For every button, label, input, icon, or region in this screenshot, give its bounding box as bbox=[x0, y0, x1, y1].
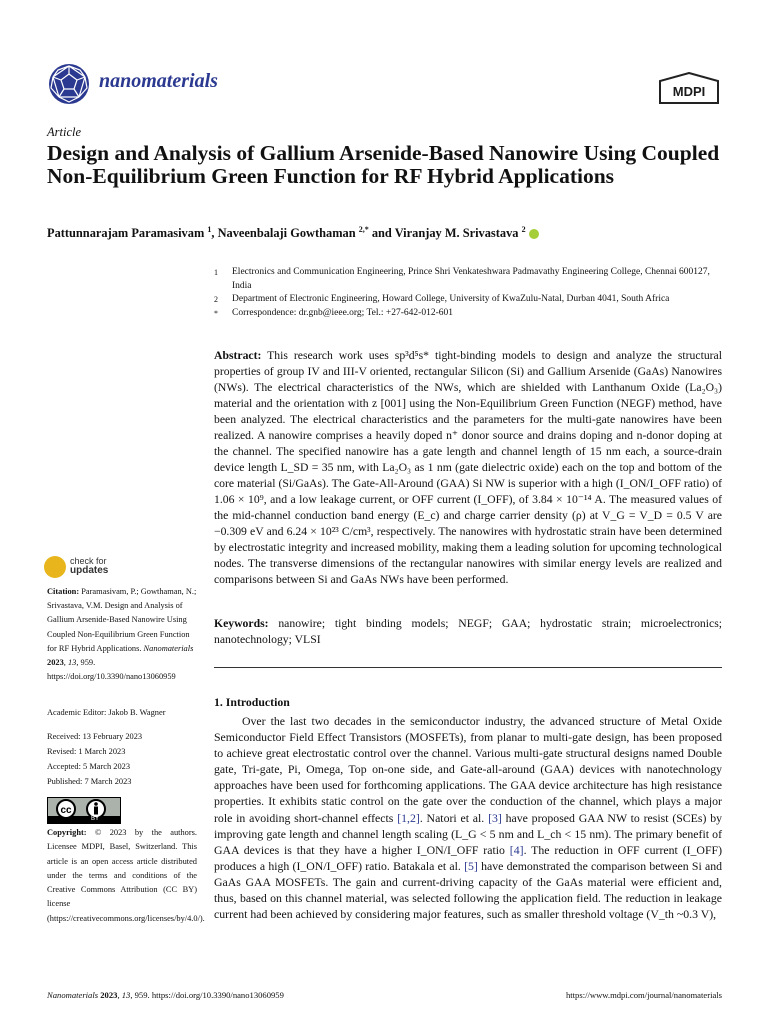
affiliation-item bbox=[214, 266, 729, 293]
citation-doi-link[interactable]: , 959. https://doi.org/10.3390/nano13060959 bbox=[47, 658, 176, 682]
affiliation-text: Electronics and Communication Engineering, Prince Shri Venkateshwara Padmavathy Engineering College, Chennai 600127, India bbox=[232, 267, 710, 291]
citation-journal: Nanomaterials bbox=[143, 643, 194, 653]
citation-link[interactable]: [4] bbox=[509, 842, 524, 857]
check-for-updates-icon[interactable] bbox=[44, 556, 66, 578]
intro-text: have demonstrated the comparison between Si and GaAs GAA MOSFETs. The gain and current-driving capacity of the GaAs material were efficient and, thus, based on this channel material, was selected following the application field. The reduction in leakage current had been achieved by considering major features, such as smaller threshold voltage (V_th ~0.3 V), bbox=[214, 858, 723, 922]
cc-by-icon[interactable] bbox=[47, 797, 121, 824]
footer-journal: Nanomaterials bbox=[47, 990, 99, 1000]
keywords-label: Keywords: bbox=[214, 617, 269, 630]
affiliation-mark: 1 bbox=[214, 268, 218, 277]
affiliation-item bbox=[214, 307, 729, 321]
article-type: Article bbox=[47, 125, 82, 139]
author-separator: , bbox=[211, 226, 218, 241]
author-name: Naveenbalaji Gowthaman bbox=[217, 226, 356, 241]
author-name: Pattunnarajam Paramasivam bbox=[47, 226, 205, 241]
check-for-updates-button[interactable] bbox=[70, 557, 108, 575]
copyright-label: Copyright: bbox=[47, 828, 87, 837]
keywords-text: nanowire; tight binding models; NEGF; GAA; hydrostatic strain; microelectronics; nanotechnology; VLSI bbox=[214, 617, 722, 646]
footer-citation: Nanomaterials 2023, 13, 959. https://doi.org/10.3390/nano13060959 bbox=[47, 990, 284, 1000]
affiliation-mark: 2 bbox=[214, 295, 218, 304]
orcid-icon[interactable] bbox=[529, 229, 539, 239]
citation-link[interactable]: [1,2] bbox=[397, 810, 420, 825]
citation-link[interactable]: [3] bbox=[488, 810, 502, 825]
check-line1: check for bbox=[70, 556, 107, 566]
footer-year: 2023 bbox=[100, 990, 118, 1000]
affiliation-text: Correspondence: dr.gnb@ieee.org; Tel.: +27-642-012-601 bbox=[232, 307, 453, 318]
affiliation-item bbox=[214, 293, 729, 307]
journal-name: nanomaterials bbox=[99, 70, 218, 92]
abstract-label: Abstract: bbox=[214, 349, 262, 362]
section-heading: 1. Introduction bbox=[214, 695, 290, 709]
author-affil: 2,* bbox=[358, 225, 369, 234]
footer-journal-url[interactable]: https://www.mdpi.com/journal/nanomaterials bbox=[565, 990, 722, 1000]
author-affil: 2 bbox=[521, 225, 526, 234]
check-line2: updates bbox=[70, 565, 109, 576]
citation-text: Paramasivam, P.; Gowthaman, N.; Srivastava, V.M. Design and Analysis of Gallium Arsenide-Based Nanowire Using Coupled Non-Equilibrium Green Function for RF Hybrid Applications. bbox=[47, 587, 197, 653]
citation-vol: 13 bbox=[67, 658, 77, 668]
academic-editor: Academic Editor: Jakob B. Wagner bbox=[47, 708, 166, 717]
mdpi-logo: MDPI bbox=[672, 84, 706, 99]
abstract-text: This research work uses sp³d⁵s* tight-binding models to design and analyze the structural properties of group IV and III-V oriented, rectangular Silicon (Si) and Gallium Arsenide (GaAs) Nanowires (NWs). The electrical characteristics of the NWs, which are shielded with Lanthanum Oxide (La₂O₃) material and the orientation with z [001] using the Non-Equilibrium Green Function (NEGF) method, have been analyzed. The electrical characteristics and the parameters for the multi-gate nanowires have been realized. A nanowire comprises a heavily doped n⁺ donor source and drains doping and n-donor doping at the channel. The specified nanowire has a gate length and channel length of 15 nm each, a source-drain device length L_SD = 35 nm, with La₂O₃ as 1 nm (gate dielectric oxide) each on the top and bottom of the core material (Si/GaAs). The Gate-All-Around (GAA) Si NW is superior with a high (I_ON/I_OFF ratio) of 1.06 × 10⁹, and a low leakage current, or OFF current (I_OFF), of 3.84 × 10⁻¹⁴ A. The measured values of the mid-channel conduction band energy (E_c) and charge carrier density (ρ) at V_G = V_D = 0.5 V are −0.309 eV and 6.24 × 10²³ C/cm³, respectively. The nanowires with hydrostatic strain have been determined by electrostatic integrity and increased mobility, making them a leading solution for upcoming technological nodes. The transverse dimensions of the rectangular nanowires with similar energy levels are realized and comparisons between Si and GaAs NWs have been performed. bbox=[214, 349, 722, 586]
author-affil: 1 bbox=[207, 225, 212, 234]
svg-text:cc: cc bbox=[60, 805, 72, 816]
copyright-text: © 2023 by the authors. Licensee MDPI, Basel, Switzerland. This article is an open access article distributed under the terms and conditions of the Creative Commons Attribution (CC BY) license (https://creativecommons.org/licenses/by/4.0/). bbox=[47, 828, 205, 923]
intro-paragraph bbox=[214, 713, 722, 922]
cc-badge-text: BY bbox=[91, 816, 100, 822]
affiliation-text: Department of Electronic Engineering, Howard College, University of KwaZulu-Natal, Durban 4041, South Africa bbox=[232, 294, 670, 304]
intro-text: Over the last two decades in the semiconductor industry, the advanced structure of Metal Oxide Semiconductor Field Effect Transistors (MOSFETs), from planar to multi-gate design, has been proposed to achieve great electrostatic control over the channel. Various multi-gate structural designs named Double gate, Tri-gate, Pi, Omega, Top on-one side, and Gate-all-around (GAA) devices with nanotechnology approaches have been used for forthcoming applications. The GAA device architecture has high resistance properties. It exhibits static control on the gate over the conduction of the channel, which plays a major role in avoiding short-channel effects bbox=[214, 714, 722, 825]
abstract bbox=[214, 348, 722, 588]
intro-text: . The reduction in OFF current (I_OFF) produces a high (I_ON/I_OFF) ratio. Batakala et al. bbox=[214, 842, 722, 873]
citation-year: 2023 bbox=[47, 658, 64, 668]
footer-doi-link[interactable]: , 959. https://doi.org/10.3390/nano13060959 bbox=[130, 990, 284, 1000]
footer-vol: 13 bbox=[121, 990, 131, 1000]
citation-link[interactable]: [5] bbox=[464, 858, 478, 873]
date-received: Received: 13 February 2023 bbox=[47, 732, 143, 741]
fullerene-icon bbox=[47, 62, 91, 106]
affiliations bbox=[214, 266, 729, 320]
date-accepted: Accepted: 5 March 2023 bbox=[47, 762, 131, 771]
dates bbox=[47, 729, 142, 789]
intro-body bbox=[214, 713, 722, 922]
copyright bbox=[47, 826, 205, 926]
author-name: Viranjay M. Srivastava bbox=[394, 226, 519, 241]
keywords bbox=[214, 616, 722, 648]
citation-label: Citation: bbox=[47, 587, 80, 596]
divider bbox=[214, 667, 722, 668]
intro-text: have proposed GAA NW to resist (SCEs) by improving gate length and channel length scaling (L_G < 5 nm and L_ch < 15 nm). The primary benefit of GAA devices is that they have a higher I_ON/I_OFF ratio bbox=[214, 810, 722, 857]
author-list bbox=[47, 225, 539, 241]
article-title: Design and Analysis of Gallium Arsenide-Based Nanowire Using Coupled Non-Equilibrium Green Function for RF Hybrid Applications bbox=[47, 141, 720, 188]
author-separator: and bbox=[368, 226, 395, 241]
date-published: Published: 7 March 2023 bbox=[47, 777, 132, 786]
date-revised: Revised: 1 March 2023 bbox=[47, 747, 126, 756]
affiliation-mark: * bbox=[214, 308, 218, 318]
citation: Citation: Paramasivam, P.; Gowthaman, N.; Srivastava, V.M. Design and Analysis of Gallium Arsenide-Based Nanowire Using Coupled Non-Equilibrium Green Function for RF Hybrid Applications. Nanomaterials 2023, 13, 959. https://doi.org/10.3390/nano13060959 bbox=[47, 587, 197, 682]
intro-text: . Natori et al. bbox=[419, 810, 489, 825]
